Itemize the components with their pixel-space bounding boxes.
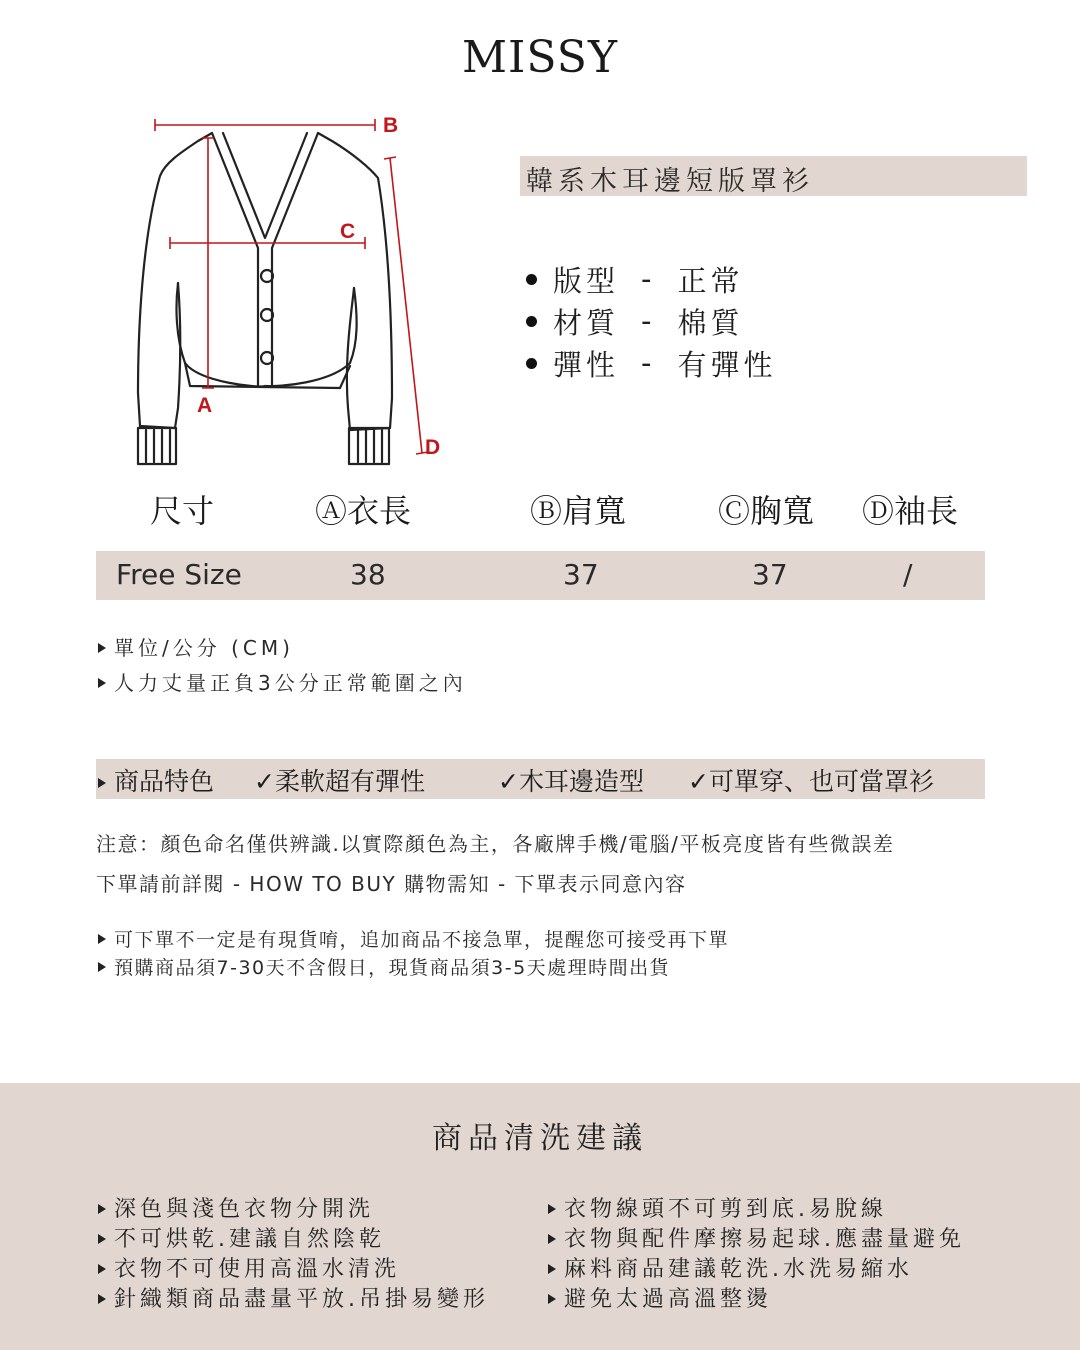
order-note: 預購商品須7-30天不含假日，現貨商品須3-5天處理時間出貨: [98, 953, 670, 980]
label-b: B: [383, 114, 399, 137]
size-cell-length: 38: [350, 558, 386, 591]
washing-item: 衣物與配件摩擦易起球.應盡量避免: [548, 1222, 965, 1253]
washing-item: 針織類商品盡量平放.吊掛易變形: [98, 1282, 489, 1313]
spec-fit: 版型 - 正常: [526, 258, 777, 300]
brand-logo: MISSY: [462, 32, 618, 83]
spec-material: 材質 - 棉質: [526, 300, 777, 342]
triangle-bullet-icon: [98, 778, 106, 788]
feature-item: ✓柔軟超有彈性: [254, 767, 425, 796]
size-cell-shoulder: 37: [563, 558, 599, 591]
triangle-bullet-icon: [98, 1294, 106, 1304]
size-cell-sleeve: /: [903, 558, 913, 591]
product-title: 韓系木耳邊短版罩衫: [526, 166, 814, 197]
product-title-bar: [520, 156, 1027, 196]
triangle-bullet-icon: [548, 1294, 556, 1304]
note-tolerance: 人力丈量正負3公分正常範圍之內: [98, 667, 467, 696]
washing-item: 避免太過高溫整燙: [548, 1282, 772, 1313]
bullet-icon: [526, 358, 537, 369]
washing-item: 衣物線頭不可剪到底.易脫線: [548, 1192, 887, 1223]
triangle-bullet-icon: [548, 1204, 556, 1214]
triangle-bullet-icon: [98, 962, 106, 972]
bullet-icon: [526, 274, 537, 285]
triangle-bullet-icon: [98, 1264, 106, 1274]
spec-stretch: 彈性 - 有彈性: [526, 342, 777, 384]
triangle-bullet-icon: [548, 1234, 556, 1244]
label-d: D: [425, 436, 441, 459]
size-header-shoulder: Ⓑ肩寬: [530, 492, 627, 530]
washing-item: 不可烘乾.建議自然陰乾: [98, 1222, 385, 1253]
triangle-bullet-icon: [98, 1204, 106, 1214]
bullet-icon: [526, 316, 537, 327]
note-unit: 單位/公分 (CM): [98, 632, 294, 661]
caution-line-1: 注意：顏色命名僅供辨識.以實際顏色為主，各廠牌手機/電腦/平板亮度皆有些微誤差: [96, 832, 895, 856]
size-header-size: 尺寸: [150, 492, 215, 530]
size-cell-name: Free Size: [116, 558, 242, 591]
washing-item: 衣物不可使用高溫水清洗: [98, 1252, 400, 1283]
washing-item: 深色與淺色衣物分開洗: [98, 1192, 374, 1223]
triangle-bullet-icon: [98, 1234, 106, 1244]
spec-list: [526, 258, 777, 384]
feature-item: ✓可單穿、也可當罩衫: [688, 767, 934, 796]
triangle-bullet-icon: [98, 643, 106, 653]
feature-label: 商品特色: [98, 762, 214, 798]
washing-item: 麻料商品建議乾洗.水洗易縮水: [548, 1252, 913, 1283]
order-note: 可下單不一定是有現貨唷，追加商品不接急單，提醒您可接受再下單: [98, 925, 729, 952]
label-a: A: [197, 394, 213, 417]
triangle-bullet-icon: [548, 1264, 556, 1274]
garment-diagram: [120, 108, 450, 478]
size-header-chest: Ⓒ胸寬: [718, 492, 815, 530]
caution-line-2: 下單請前詳閱 - HOW TO BUY 購物需知 - 下單表示同意內容: [96, 872, 687, 896]
washing-title: 商品清洗建議: [432, 1121, 648, 1156]
size-cell-chest: 37: [752, 558, 788, 591]
size-header-length: Ⓐ衣長: [315, 492, 412, 530]
feature-item: ✓木耳邊造型: [498, 767, 644, 796]
label-c: C: [340, 220, 356, 243]
triangle-bullet-icon: [98, 934, 106, 944]
triangle-bullet-icon: [98, 678, 106, 688]
size-header-sleeve: Ⓓ袖長: [862, 492, 959, 530]
